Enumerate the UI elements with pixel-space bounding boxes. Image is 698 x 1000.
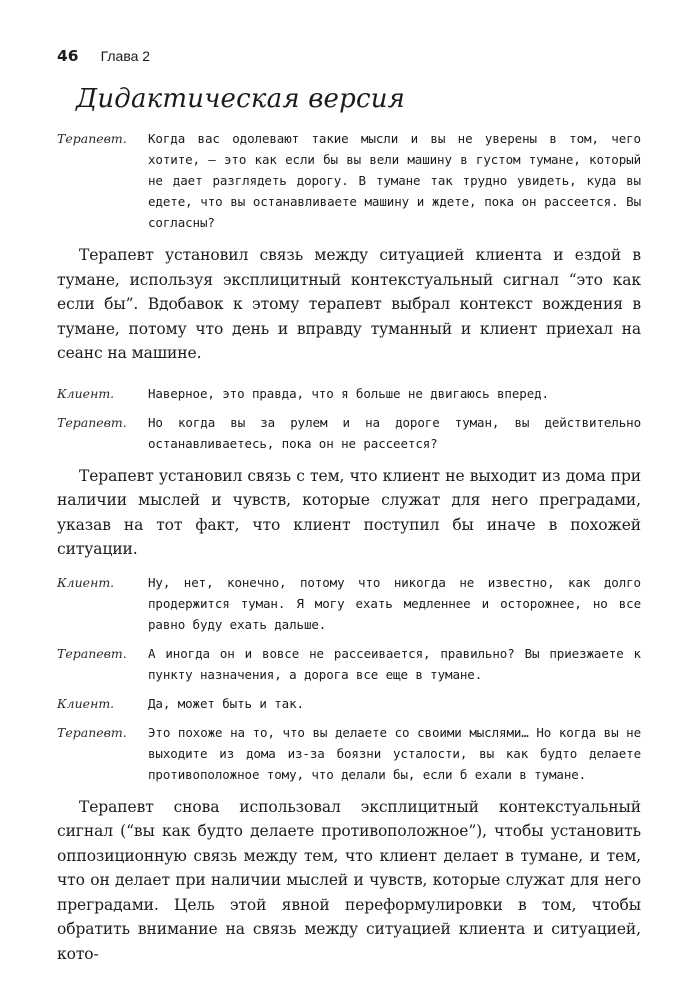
speech-text: А иногда он и вовсе не рассеивается, правильно? Вы приезжаете к пункту назначения, а дорога все еще в тумане. (148, 645, 641, 682)
dialogue-line (57, 572, 641, 635)
speech-text: Но когда вы за рулем и на дороге туман, вы действительно останавливаетесь, пока он не рассеется? (148, 414, 641, 451)
speaker-label: Терапевт. (57, 645, 127, 661)
section-title: Дидактическая версия (76, 84, 406, 114)
speech-text: Это похоже на то, что вы делаете со своими мыслями… Но когда вы не выходите из дома из-за боязни усталости, вы как будто делаете противоположное тому, что делали бы, если б ехали в тумане. (148, 724, 641, 782)
speaker-label: Терапевт. (57, 131, 127, 146)
dialogue-line (57, 412, 641, 454)
narrative-paragraph: Терапевт снова использовал эксплицитный контекстуальный сигнал (“вы как будто делаете противоположное”), чтобы установить оппозиционную связь между тем, что клиент делает в тумане, и тем, что он делает при наличии мыслей и чувств, которые служат для него преградами. Цель этой явной переформулировки в том, чтобы обратить внимание на связь между ситуацией клиента и ситуацией, кото- (57, 797, 641, 963)
dialogue-line (57, 722, 641, 785)
speech-text: Наверное, это правда, что я больше не двигаюсь вперед. (148, 385, 549, 401)
dialogue-line (57, 643, 641, 685)
page-body (57, 128, 641, 966)
running-head (57, 47, 150, 69)
dialogue-line (57, 693, 641, 714)
speaker-label: Клиент. (57, 695, 115, 711)
page-number: 46 (57, 47, 79, 65)
speaker-label: Клиент. (57, 574, 115, 590)
chapter-label: Глава 2 (100, 48, 151, 64)
narrative-paragraph: Терапевт установил связь между ситуацией клиента и ездой в тумане, используя эксплицитный контекстуальный сигнал “это как если бы”. Вдобавок к этому терапевт выбрал контекст вождения в тумане, потому что день и вправду туманный и клиент приехал на сеанс на машине. (57, 246, 641, 362)
dialogue-line (57, 383, 641, 404)
speech-text: Ну, нет, конечно, потому что никогда не известно, как долго продержится туман. Я могу ехать медленнее и осторожнее, но все равно буду ехать дальше. (148, 574, 641, 632)
dialogue-line (57, 128, 641, 233)
narrative-paragraph: Терапевт установил связь с тем, что клиент не выходит из дома при наличии мыслей и чувств, которые служат для него преградами, указав на тот факт, что клиент поступил бы иначе в похожей ситуации. (57, 466, 641, 558)
speaker-label: Терапевт. (57, 724, 127, 740)
speaker-label: Терапевт. (57, 414, 127, 430)
speaker-label: Клиент. (57, 385, 115, 401)
speech-text: Когда вас одолевают такие мысли и вы не уверены в том, чего хотите, — это как если бы вы вели машину в густом тумане, который не дает разглядеть дорогу. В тумане так трудно увидеть, куда вы едете, что вы останавливаете машину и ждете, пока он рассеется. Вы согласны? (148, 131, 641, 230)
speech-text: Да, может быть и так. (148, 695, 304, 711)
